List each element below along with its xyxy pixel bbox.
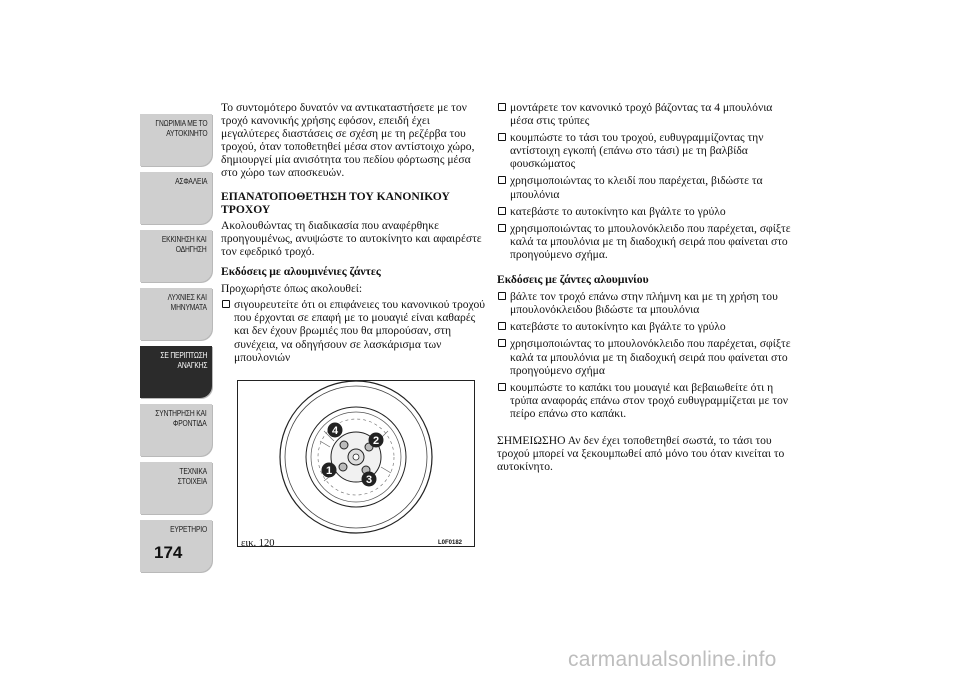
wheel-illustration [238, 381, 474, 546]
tab-label: ΤΕΧΝΙΚΑ ΣΤΟΙΧΕΙΑ [177, 467, 207, 486]
list-item: χρησιμοποιώντας το μπουλονόκλειδο που παρέχεται, σφίξτε καλά τα μπουλόνια με τη διαδοχική σειρά που φαίνεται στο προηγούμενο σχήμα. [497, 222, 797, 261]
figure-code: L0F0182 [438, 540, 463, 546]
tab-maintenance[interactable] [140, 404, 212, 456]
watermark: carmanualsonline.info [568, 648, 777, 671]
checkbox-bullet-icon [498, 133, 506, 141]
tab-label: ΕΚΚΙΝΗΣΗ ΚΑΙ ΟΔΗΓΗΣΗ [162, 235, 207, 254]
intro-paragraph: Το συντομότερο δυνατόν να αντικαταστήσετε με τον τροχό κανονικής χρήσης εφόσον, επειδή έχει μεγαλύτερες διαστάσεις σε σχέση με τη ρεζέρβα του τροχού, όταν τοποθετηθεί μέσα στον αντίστοιχο χώρο, δημιουργεί μία ανισότητα του πεδίου φόρτωσης μέσα στο χώρο των αποσκευών. [221, 101, 475, 180]
checkbox-bullet-icon [498, 207, 506, 215]
list-item: βάλτε τον τροχό επάνω στην πλήμνη και με τη χρήση του μπουλονόκλειδου βιδώστε τα μπουλόνια [497, 290, 797, 316]
checkbox-bullet-icon [498, 224, 506, 232]
svg-text:1: 1 [325, 465, 333, 477]
bolt-marker-1 [322, 463, 337, 478]
tab-warning-lights[interactable] [140, 288, 212, 340]
tab-starting-driving[interactable] [140, 230, 212, 282]
bolt-marker-3 [362, 472, 377, 487]
checkbox-bullet-icon [498, 322, 506, 330]
checkbox-bullet-icon [498, 339, 506, 347]
checkbox-bullet-icon [498, 103, 506, 111]
list-item: μοντάρετε τον κανονικό τροχό βάζοντας τα 4 μπουλόνια μέσα στις τρύπες [497, 101, 797, 127]
tab-label: ΣΥΝΤΗΡΗΣΗ ΚΑΙ ΦΡΟΝΤΙΔΑ [155, 409, 207, 428]
left-column [221, 101, 486, 368]
tab-label: ΑΣΦΑΛΕΙΑ [174, 177, 207, 186]
tab-label: ΓΝΩΡΙΜΙΑ ΜΕ ΤΟ ΑΥΤΟΚΙΝΗΤΟ [154, 119, 207, 138]
tab-technical-data[interactable] [140, 462, 212, 514]
tab-emergency[interactable] [140, 346, 212, 398]
tab-label: ΣΕ ΠΕΡΙΠΤΩΣΗ ΑΝΑΓΚΗΣ [159, 351, 207, 370]
tab-safety[interactable] [140, 172, 212, 224]
checkbox-bullet-icon [222, 300, 230, 308]
list-item: χρησιμοποιώντας το κλειδί που παρέχεται, βιδώστε τα μπουλόνια [497, 174, 797, 200]
svg-text:3: 3 [365, 474, 373, 486]
tab-getting-to-know[interactable] [140, 114, 212, 166]
subheading-alloy: Εκδόσεις με αλουμινένιες ζάντες [221, 265, 381, 279]
tab-label: ΕΥΡΕΤΗΡΙΟ [170, 525, 207, 534]
svg-text:4: 4 [331, 425, 339, 437]
list-item: σιγουρευτείτε ότι οι επιφάνειες του κανονικού τροχού που έρχονται σε επαφή με το μουαγιέ είναι καθαρές και δεν έχουν βρωμιές που θα μπορούσαν, στη συνέχεια, να οδηγήσουν σε λασκάρισμα των μπουλονιών [221, 298, 486, 363]
checkbox-bullet-icon [498, 292, 506, 300]
proceed-text: Προχωρήστε όπως ακολουθεί: [221, 282, 363, 296]
list-item: κουμπώστε το τάσι του τροχού, ευθυγραμμίζοντας την αντίστοιχη εγκοπή (επάνω στο τάσι) με τη βαλβίδα φουσκώματος [497, 131, 797, 170]
chapter-tabs [140, 114, 212, 578]
right-column [497, 101, 797, 480]
bolt-marker-4 [328, 423, 343, 438]
list-item: κατεβάστε το αυτοκίνητο και βγάλτε το γρύλο [497, 205, 797, 218]
checkbox-bullet-icon [498, 176, 506, 184]
checkbox-bullet-icon [498, 383, 506, 391]
list-item: κουμπώστε το καπάκι του μουαγιέ και βεβαιωθείτε ότι η τρύπα αναφοράς επάνω στον τροχό ευθυγραμμίζεται με τον πείρο επάνω στο καπάκι. [497, 381, 797, 420]
list-item: κατεβάστε το αυτοκίνητο και βγάλτε το γρύλο [497, 320, 797, 333]
list-item: χρησιμοποιώντας το μπουλονόκλειδο που παρέχεται, σφίξτε καλά τα μπουλόνια με τη διαδοχική σειρά που φαίνεται στο προηγούμενο σχήμα [497, 337, 797, 376]
svg-text:2: 2 [372, 435, 380, 447]
section-heading: ΕΠΑΝΑΤΟΠΟΘΕΤΗΣΗ ΤΟΥ ΚΑΝΟΝΙΚΟΥ ΤΡΟΧΟΥ [221, 189, 450, 216]
page-number: 174 [154, 543, 183, 562]
tab-label: ΛΥΧΝΙΕΣ ΚΑΙ ΜΗΝΥΜΑΤΑ [167, 293, 207, 312]
wheel-figure [237, 380, 475, 547]
figure-caption: εικ. 120 [241, 538, 275, 549]
bolt-marker-2 [369, 433, 384, 448]
note-paragraph: ΣΗΜΕΙΩΣΗΟ Αν δεν έχει τοποθετηθεί σωστά, το τάσι του τροχού μπορεί να ξεκουμπωθεί από μόνο του όταν κινείται το αυτοκίνητο. [497, 433, 785, 474]
section-paragraph: Ακολουθώντας τη διαδικασία που αναφέρθηκε προηγουμένως, ανυψώστε το αυτοκίνητο και αφαιρέστε τον εφεδρικό τροχό. [221, 218, 482, 258]
subheading-alloy-wheels: Εκδόσεις με ζάντες αλουμινίου [497, 273, 649, 287]
